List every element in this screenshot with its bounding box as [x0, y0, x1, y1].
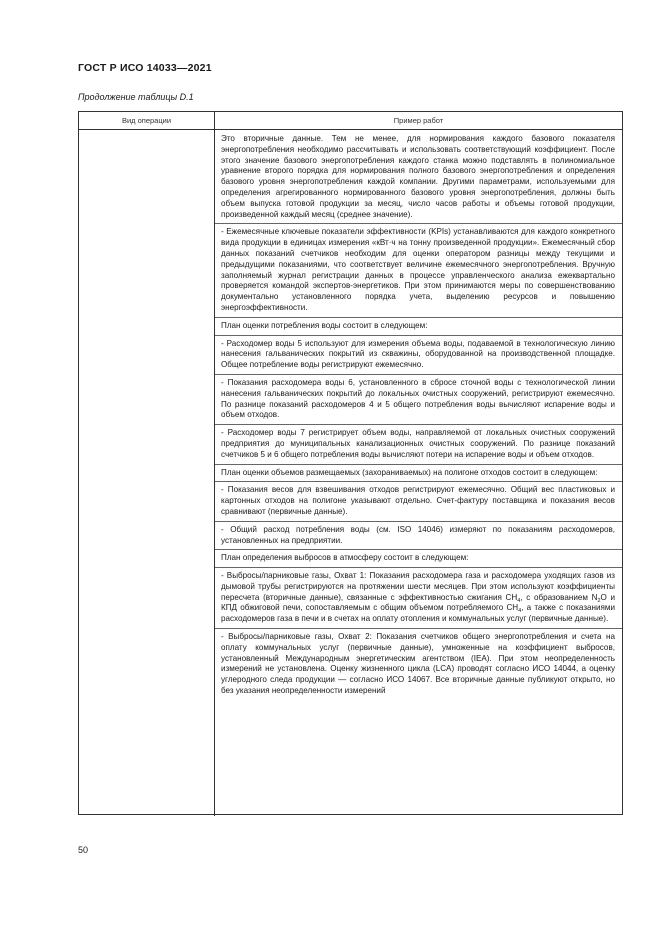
text-run: , а также с показаниями расходомеров газа в печи и в счетах на оплату отопления и коммунальных услуг (первичные данные).: [221, 603, 615, 624]
paragraph: - Показания весов для взвешивания отходов регистрируют ежемесячно. Общий вес пластиковых и картонных отходов на полигоне указывают отдельно. Счет-фактуру поставщика и показания весов сравнивают (первичные данные).: [221, 485, 615, 516]
column-header-operation-type: Вид операции: [79, 112, 215, 129]
document-header: ГОСТ Р ИСО 14033—2021: [78, 62, 212, 74]
paragraph: - Расходомер воды 7 регистрирует объем воды, направляемой от локальных очистных сооружений предприятия до муниципальных канализационных очистных сооружений. По разнице показаний счетчиков 5 и 6 общего потребления воды вычисляют потери на испарение воды и объем отходов.: [221, 428, 615, 459]
paragraph-emissions-scope-2: - Выбросы/парниковые газы, Охват 2: Показания счетчиков общего энергопотребления и счета на оплату коммунальных услуг (первичные данные), умноженные на коэффициент выбросов, установленный Международным энергетическим агентством (IEA). При этом неопределенность измерений не установлена. Оценку жизненного цикла (LCA) проводят согласно ИСО 14044, а оценку углеродного следа продукции — согласно ИСО 14067. Все вторичные данные публикуют открыто, но без указания неопределенности измерений: [221, 632, 615, 696]
page-number: 50: [78, 845, 89, 855]
divider: [215, 481, 622, 482]
subscript: 2: [597, 597, 601, 604]
paragraph: План оценки потребления воды состоит в следующем:: [221, 320, 428, 330]
table-continuation-caption: Продолжение таблицы D.1: [78, 92, 194, 102]
text-run: O и КПД обжиговой печи, сопоставляемым с общим объемом потребляемого CH: [221, 592, 615, 613]
operations-table: [78, 111, 623, 815]
divider: [215, 374, 622, 375]
paragraph: Это вторичные данные. Тем не менее, для нормирования каждого базового показателя энергопотребления необходимо рассчитывать и использовать соответствующий коэффициент. После этого значение базового энергопотребления каждого станка можно подставлять в полиномиальное уравнение второго порядка для нормирования полного базового энергопотребления и определения базового уровня энергопотребления каждой компании. Другими параметрами, используемыми для определения агрегированного нормированного базового уровня энергопотребления, должны быть объем выпуска готовой продукции за месяц, число часов работы и объемы готовой продукции, произведенной каждый месяц (среднее значение).: [221, 134, 615, 219]
paragraph: - Показания расходомера воды 6, установленного в сбросе сточной воды с технологической линии нанесения гальванических покрытий до локальных очистных сооружений, регистрируют ежемесячно. По разнице показаний расходомеров 4 и 5 общего потребления воды вычисляют испарение воды и объем отходов.: [221, 377, 615, 420]
subscript: 4: [518, 608, 522, 615]
paragraph: План оценки объемов размещаемых (захораниваемых) на полигоне отходов состоит в следующем:: [221, 467, 598, 477]
paragraph: - Ежемесячные ключевые показатели эффективности (KPIs) устанавливаются для каждого конкретного вида продукции в единицах измерения «кВт·ч на тонну произведенной продукции». Ежемесячный сбор данных показаний счетчиков необходим для оценки оператором разницы между текущими и предыдущими показаниями, что соответствует величине ежемесячного энергопотребления. Вручную заполняемый журнал регистрации данных в процессе управленческого анализа ежеквартально проверяется командой экспертов-энергетиков. При этом принимаются меры по совершенствованию документально установленного порядка учета, выделению ресурсов и повышению энергоэффективности.: [221, 227, 615, 312]
table-body-row: [79, 130, 622, 816]
paragraph: План определения выбросов в атмосферу состоит в следующем:: [221, 553, 469, 563]
paragraph: - Расходомер воды 5 используют для измерения объема воды, подаваемой в технологическую линию нанесения гальванических покрытий из скважины, оборудованной на производственной площадке. Общее потребление воды регистрируют ежемесячно.: [221, 338, 615, 370]
paragraph-emissions-scope-1: [221, 571, 615, 625]
divider: [215, 424, 622, 425]
divider: [215, 567, 622, 568]
text-run: , с образованием N: [520, 592, 598, 602]
column-header-work-example: Пример работ: [393, 116, 444, 125]
divider: [215, 223, 622, 224]
divider: [215, 628, 622, 629]
work-example-cell: [215, 130, 622, 816]
divider: [215, 335, 622, 336]
divider: [215, 317, 622, 318]
divider: [215, 549, 622, 550]
divider: [215, 521, 622, 522]
table-header-row: [79, 112, 622, 130]
subscript: 4: [517, 597, 521, 604]
text-run: - Выбросы/парниковые газы, Охват 1: Показания расходомера газа и расходомера уходящих газов из дымовой трубы регистрируются на протяжении шести месяцев. При этом используют коэффициенты пересчета (вторичные данные), связанные с эффективностью сжигания CH: [221, 571, 615, 602]
divider: [215, 464, 622, 465]
operation-type-cell: [79, 130, 215, 816]
paragraph: - Общий расход потребления воды (см. ISO 14046) измеряют по показаниям расходомеров, установленных на предприятии.: [221, 524, 615, 545]
